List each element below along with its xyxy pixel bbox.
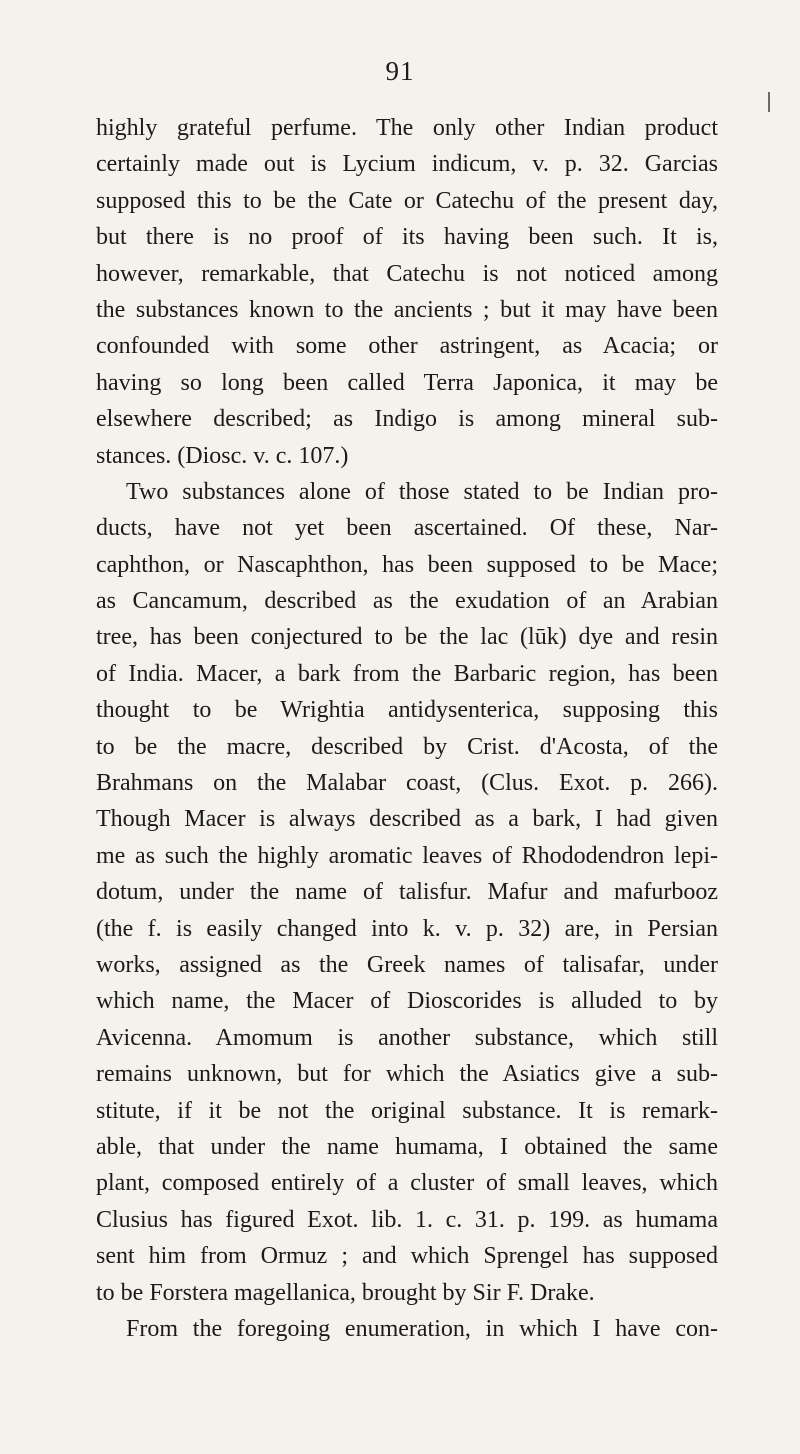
margin-mark	[768, 92, 770, 112]
text-line: as Cancamum, described as the exudation of an Arabian	[96, 588, 718, 615]
text-line: confounded with some other astringent, as Acacia; or	[96, 333, 718, 360]
text-line: of India. Macer, a bark from the Barbaric region, has been	[96, 660, 718, 687]
text-line: (the f. is easily changed into k. v. p. 32) are, in Persian	[96, 915, 718, 942]
text-line: stances. (Diosc. v. c. 107.)	[96, 442, 349, 469]
text-line: supposed this to be the Cate or Catechu of the present day,	[96, 187, 718, 214]
text-line: the substances known to the ancients ; but it may have been	[96, 296, 718, 323]
text-line: to be Forstera magellanica, brought by Sir F. Drake.	[96, 1279, 595, 1306]
text-line: however, remarkable, that Catechu is not noticed among	[96, 260, 718, 287]
text-line: Clusius has figured Exot. lib. 1. c. 31. p. 199. as humama	[96, 1206, 718, 1233]
text-line: having so long been called Terra Japonica, it may be	[96, 369, 718, 396]
text-line: dotum, under the name of talisfur. Mafur and mafurbooz	[96, 879, 718, 906]
text-line: certainly made out is Lycium indicum, v. p. 32. Garcias	[96, 151, 718, 178]
text-line: remains unknown, but for which the Asiatics give a sub-	[96, 1061, 718, 1088]
text-line: sent him from Ormuz ; and which Sprengel has supposed	[96, 1243, 718, 1270]
text-line: elsewhere described; as Indigo is among mineral sub-	[96, 406, 718, 433]
text-line: highly grateful perfume. The only other Indian product	[96, 115, 718, 141]
text-line: From the foregoing enumeration, in which I have con-	[126, 1315, 718, 1342]
text-line: plant, composed entirely of a cluster of small leaves, which	[96, 1170, 718, 1197]
text-line: ducts, have not yet been ascertained. Of these, Nar-	[96, 515, 718, 542]
text-line: works, assigned as the Greek names of talisafar, under	[96, 951, 718, 978]
text-line: but there is no proof of its having been such. It is,	[96, 224, 718, 251]
text-line: Though Macer is always described as a bark, I had given	[96, 806, 718, 833]
text-line: which name, the Macer of Dioscorides is alluded to by	[96, 988, 718, 1015]
text-line: Avicenna. Amomum is another substance, which still	[96, 1024, 718, 1051]
text-line: caphthon, or Nascaphthon, has been supposed to be Mace;	[96, 551, 718, 578]
body-text	[96, 110, 718, 1347]
text-line: able, that under the name humama, I obtained the same	[96, 1133, 718, 1160]
text-line: tree, has been conjectured to be the lac (lūk) dye and resin	[96, 624, 718, 651]
text-line: thought to be Wrightia antidysenterica, supposing this	[96, 697, 718, 724]
text-line: me as such the highly aromatic leaves of Rhododendron lepi-	[96, 842, 718, 869]
text-line: Two substances alone of those stated to be Indian pro-	[126, 478, 718, 505]
text-line: to be the macre, described by Crist. d'Acosta, of the	[96, 733, 718, 760]
page-number: 91	[385, 56, 415, 86]
text-line: stitute, if it be not the original substance. It is remark-	[96, 1097, 718, 1124]
text-line: Brahmans on the Malabar coast, (Clus. Exot. p. 266).	[96, 770, 718, 797]
